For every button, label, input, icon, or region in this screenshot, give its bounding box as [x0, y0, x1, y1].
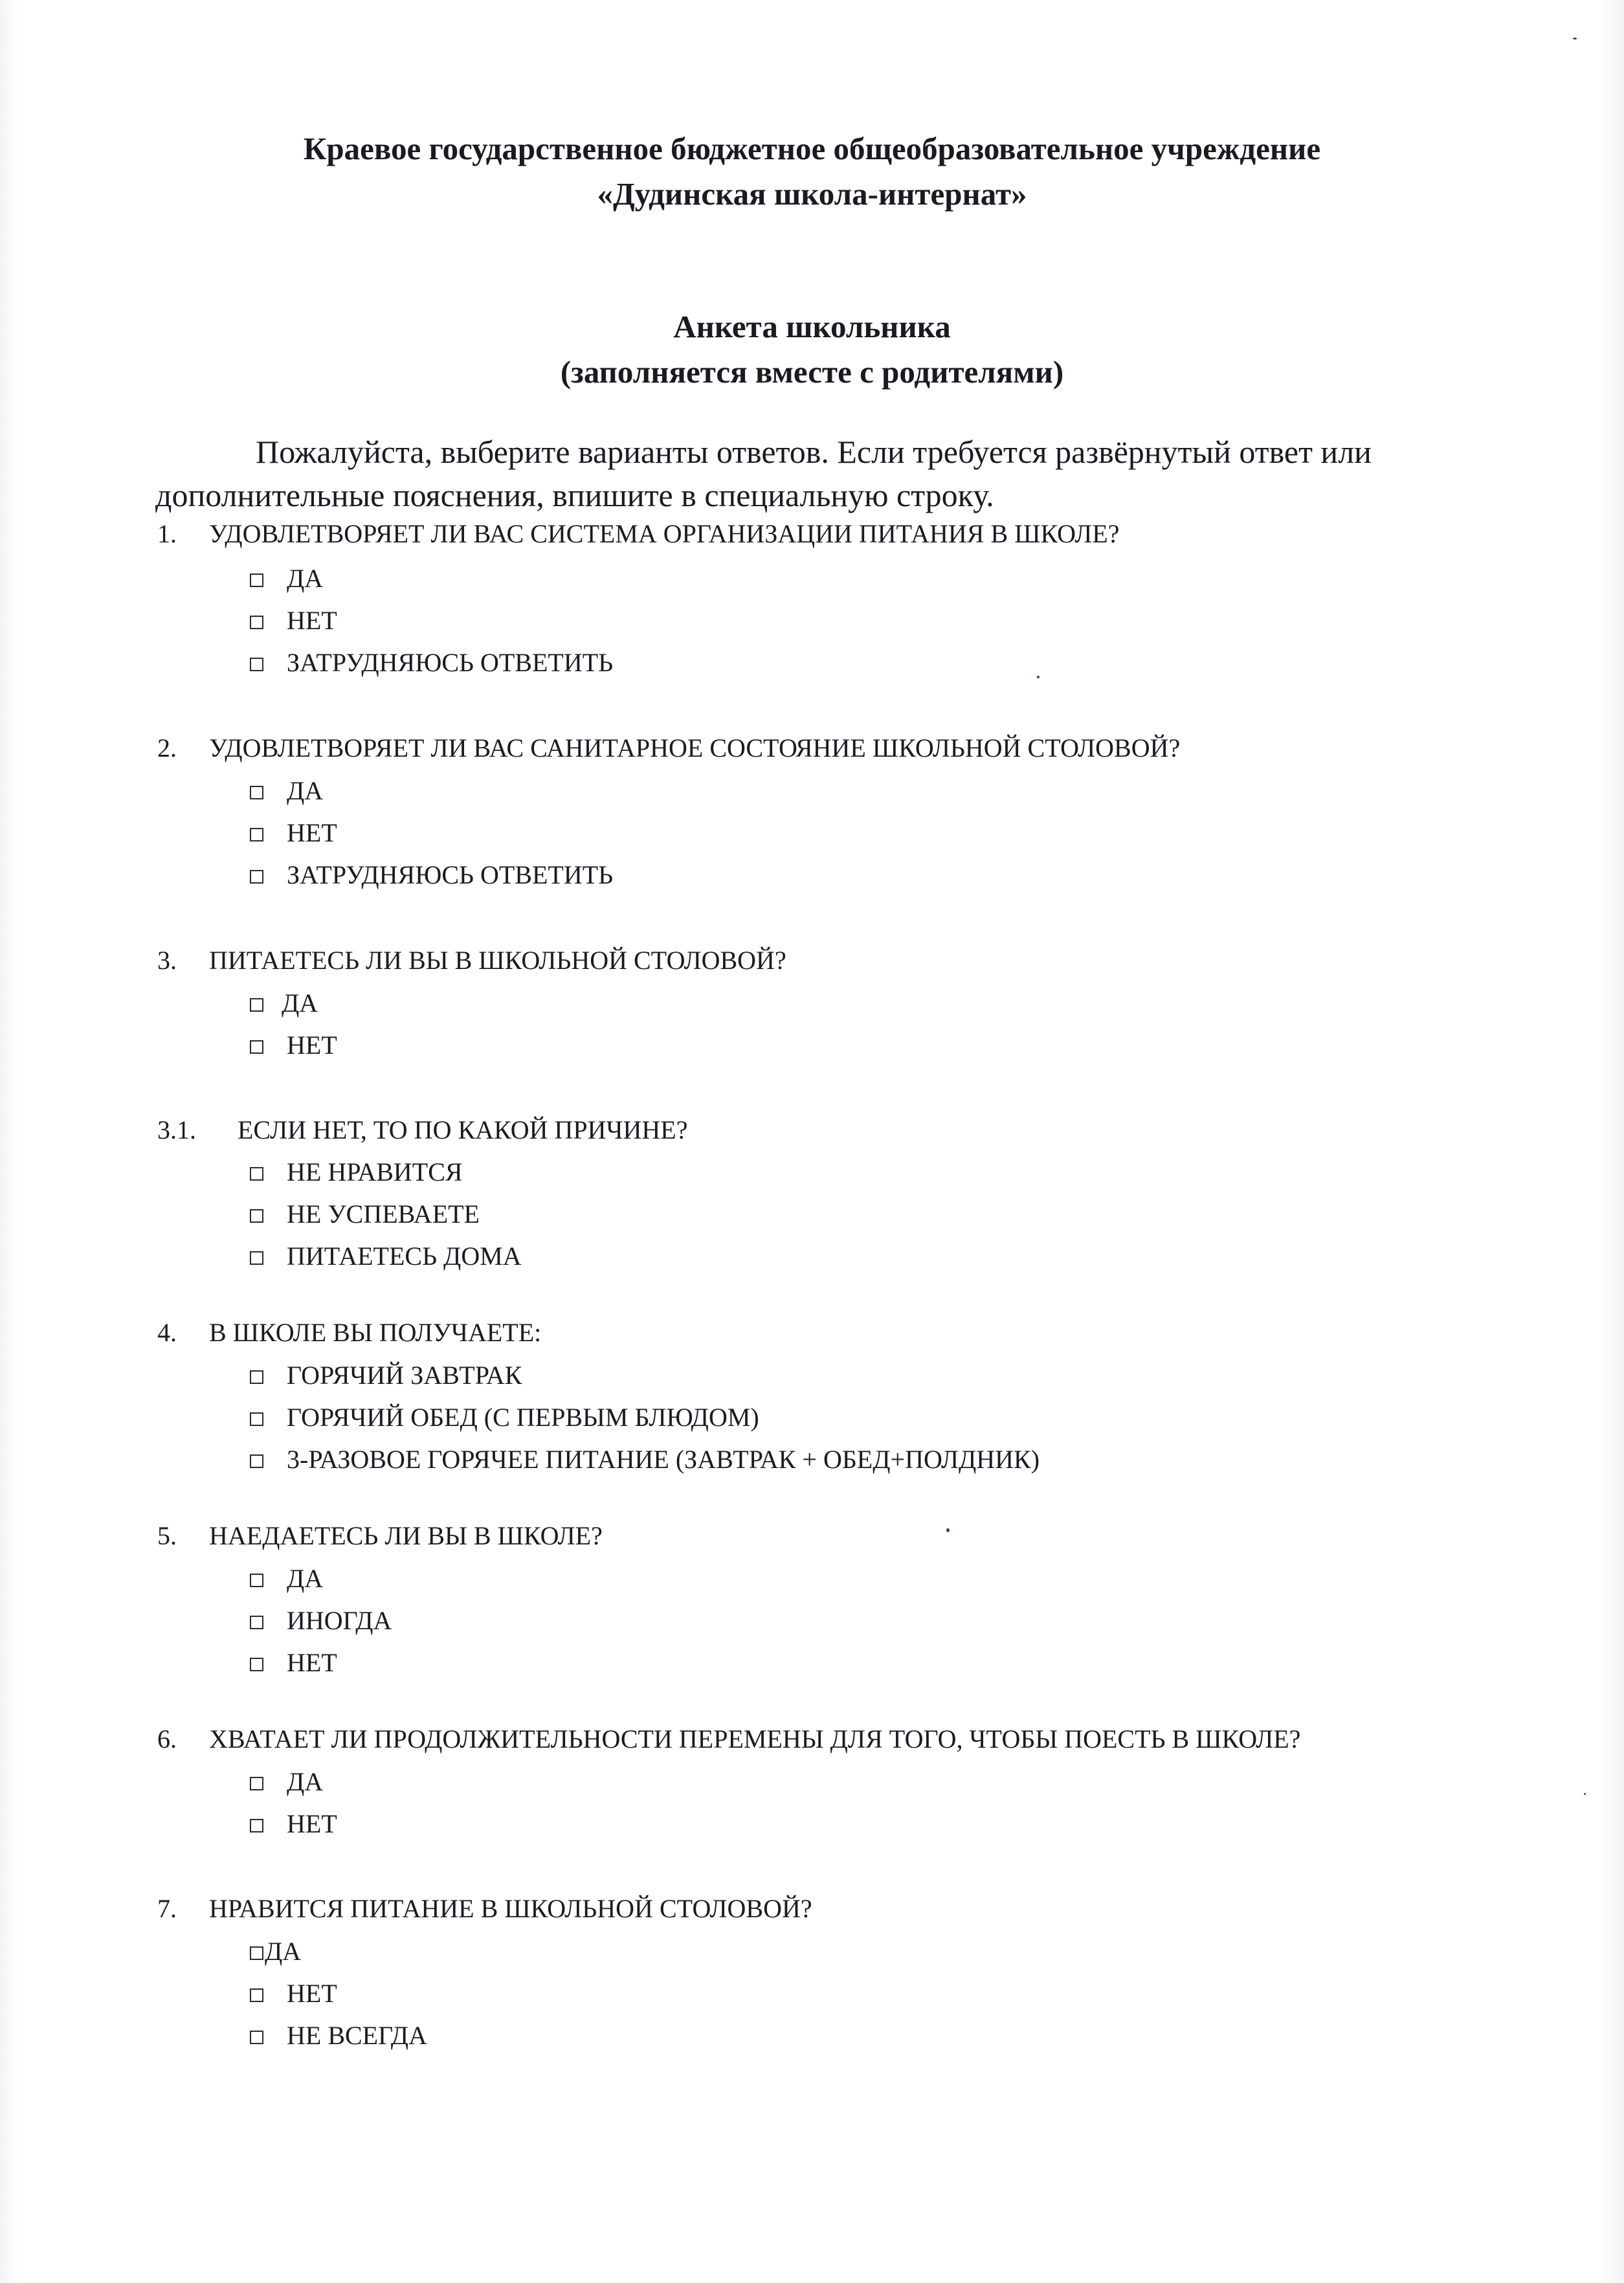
option-label: НЕТ [287, 1648, 337, 1677]
checkbox-icon[interactable] [250, 1040, 263, 1054]
option-label: ПИТАЕТЕСЬ ДОМА [287, 1242, 522, 1271]
scan-speck [1037, 676, 1040, 678]
checkbox-icon[interactable] [250, 1616, 263, 1629]
form-title-note: (заполняется вместе с родителями) [560, 354, 1064, 390]
instructions-line-1: Пожалуйста, выберите варианты ответов. Если требуется развёрнутый ответ или [256, 434, 1372, 470]
answer-option[interactable] [250, 1443, 1040, 1476]
scan-speck [1573, 38, 1577, 39]
scan-speck [946, 1528, 950, 1532]
checkbox-icon[interactable] [250, 1251, 263, 1265]
question-number: 2. [157, 733, 177, 763]
answer-option[interactable] [250, 1156, 463, 1188]
option-label: НЕТ [287, 1979, 337, 2008]
answer-option[interactable] [250, 987, 318, 1019]
checkbox-icon[interactable] [250, 828, 263, 841]
checkbox-icon[interactable] [250, 1988, 263, 2002]
question-number: 3. [157, 946, 177, 975]
checkbox-icon[interactable] [250, 1167, 263, 1181]
question-number: 3.1. [157, 1115, 196, 1144]
option-label: НЕТ [287, 1809, 337, 1838]
option-label: ДА [265, 1937, 302, 1966]
answer-option[interactable] [250, 1935, 301, 1968]
question-text: НАЕДАЕТЕСЬ ЛИ ВЫ В ШКОЛЕ? [209, 1521, 603, 1550]
option-label: НЕ НРАВИТСЯ [287, 1157, 463, 1186]
question-text: В ШКОЛЕ ВЫ ПОЛУЧАЕТЕ: [209, 1318, 542, 1347]
checkbox-icon[interactable] [250, 658, 263, 671]
answer-option[interactable] [250, 562, 323, 595]
option-label: НЕ УСПЕВАЕТЕ [287, 1199, 480, 1229]
checkbox-icon[interactable] [250, 1777, 263, 1790]
option-label: ДА [287, 776, 324, 805]
question-text: ЕСЛИ НЕТ, ТО ПО КАКОЙ ПРИЧИНЕ? [238, 1115, 688, 1144]
answer-option[interactable] [250, 1359, 522, 1392]
question-text: ХВАТАЕТ ЛИ ПРОДОЛЖИТЕЛЬНОСТИ ПЕРЕМЕНЫ ДЛЯ ТОГО, ЧТОБЫ ПОЕСТЬ В ШКОЛЕ? [209, 1724, 1301, 1754]
checkbox-icon[interactable] [250, 1819, 263, 1832]
answer-option[interactable] [250, 1605, 392, 1637]
checkbox-icon[interactable] [250, 870, 263, 884]
checkbox-icon[interactable] [250, 616, 263, 629]
checkbox-icon[interactable] [250, 998, 263, 1012]
instructions-line-2: дополнительные пояснения, впишите в специальную строку. [155, 477, 994, 513]
option-label: ДА [287, 1767, 324, 1796]
checkbox-icon[interactable] [250, 1574, 263, 1587]
answer-option[interactable] [250, 1766, 323, 1798]
checkbox-icon[interactable] [250, 1454, 263, 1468]
answer-option[interactable] [250, 647, 613, 679]
option-label: ИНОГДА [287, 1606, 392, 1635]
checkbox-icon[interactable] [250, 1412, 263, 1426]
option-label: ГОРЯЧИЙ ОБЕД (С ПЕРВЫМ БЛЮДОМ) [287, 1403, 759, 1432]
question-number: 5. [157, 1521, 177, 1550]
answer-option[interactable] [250, 817, 337, 849]
question-number: 1. [157, 519, 177, 548]
question-text: УДОВЛЕТВОРЯЕТ ЛИ ВАС САНИТАРНОЕ СОСТОЯНИЕ ШКОЛЬНОЙ СТОЛОВОЙ? [209, 733, 1181, 763]
answer-option[interactable] [250, 2020, 427, 2052]
option-label: ЗАТРУДНЯЮСЬ ОТВЕТИТЬ [287, 860, 614, 889]
answer-option[interactable] [250, 1563, 323, 1595]
question-text: УДОВЛЕТВОРЯЕТ ЛИ ВАС СИСТЕМА ОРГАНИЗАЦИИ ПИТАНИЯ В ШКОЛЕ? [209, 519, 1120, 548]
checkbox-icon[interactable] [250, 1946, 263, 1960]
checkbox-icon[interactable] [250, 1658, 263, 1671]
option-label: НЕТ [287, 606, 337, 635]
question-text: ПИТАЕТЕСЬ ЛИ ВЫ В ШКОЛЬНОЙ СТОЛОВОЙ? [209, 946, 786, 975]
answer-option[interactable] [250, 859, 613, 891]
checkbox-icon[interactable] [250, 574, 263, 587]
answer-option[interactable] [250, 1808, 337, 1840]
answer-option[interactable] [250, 605, 337, 637]
question-number: 7. [157, 1894, 177, 1923]
institution-name: Краевое государственное бюджетное общеобразовательное учреждение [303, 131, 1321, 166]
answer-option[interactable] [250, 1401, 759, 1434]
answer-option[interactable] [250, 1198, 480, 1231]
option-label: НЕТ [287, 1030, 337, 1060]
form-title-main: Анкета школьника [673, 309, 951, 344]
checkbox-icon[interactable] [250, 1209, 263, 1223]
answer-option[interactable] [250, 1029, 337, 1062]
school-name: «Дудинская школа-интернат» [597, 176, 1027, 212]
question-number: 6. [157, 1724, 177, 1754]
question-text: НРАВИТСЯ ПИТАНИЕ В ШКОЛЬНОЙ СТОЛОВОЙ? [209, 1894, 812, 1923]
option-label: НЕ ВСЕГДА [287, 2021, 427, 2050]
option-label: ДА [287, 1564, 324, 1593]
option-label: ДА [282, 988, 318, 1018]
answer-option[interactable] [250, 775, 323, 807]
answer-option[interactable] [250, 1977, 337, 2010]
option-label: ГОРЯЧИЙ ЗАВТРАК [287, 1361, 522, 1390]
checkbox-icon[interactable] [250, 2031, 263, 2044]
option-label: ДА [287, 564, 324, 593]
question-number: 4. [157, 1318, 177, 1347]
option-label: ЗАТРУДНЯЮСЬ ОТВЕТИТЬ [287, 648, 614, 677]
option-label: 3-РАЗОВОЕ ГОРЯЧЕЕ ПИТАНИЕ (ЗАВТРАК + ОБЕД+ПОЛДНИК) [287, 1445, 1040, 1474]
checkbox-icon[interactable] [250, 786, 263, 799]
option-label: НЕТ [287, 818, 337, 847]
scan-speck [1584, 1793, 1586, 1795]
checkbox-icon[interactable] [250, 1370, 263, 1384]
answer-option[interactable] [250, 1240, 522, 1273]
answer-option[interactable] [250, 1647, 337, 1679]
